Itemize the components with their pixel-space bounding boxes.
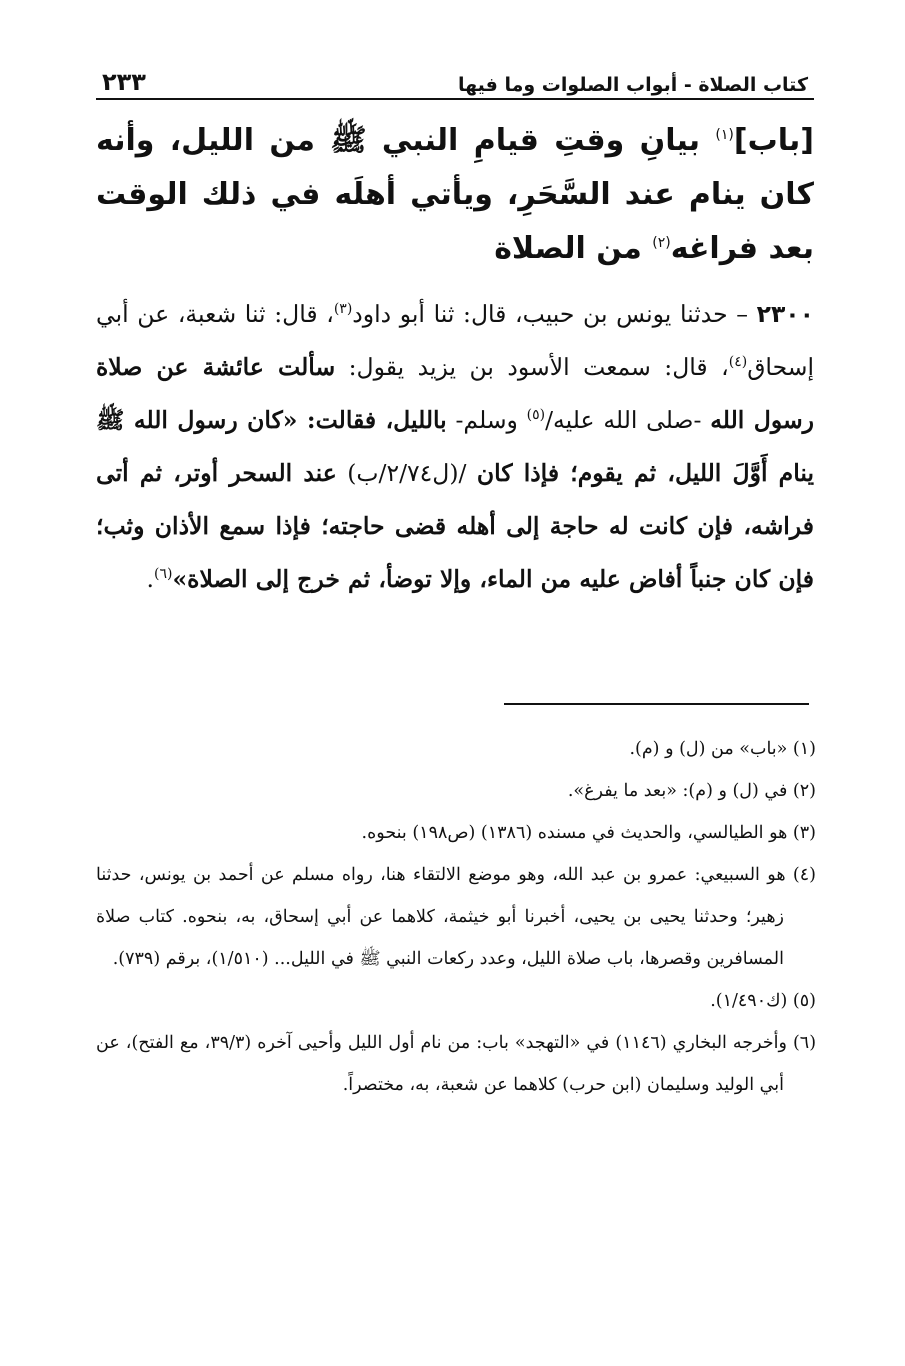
hadith-end: . [146, 565, 154, 593]
chapter-title-end: من الصلاة [494, 231, 653, 266]
footnote-2: (٢) في (ل) و (م): «بعد ما يفرغ». [567, 781, 816, 801]
matn-3: عند السحر أوتر، ثم أتى فراشه، فإن كانت له حاجة إلى أهله قضى حاجته؛ فإذا سمع الأذان وثب؛ فإن كان جنباً أفاض عليه من الماء، وإلا توضأ، ثم خرج إلى الصلاة» [96, 459, 814, 593]
salawat-end: وسلم- [446, 406, 527, 434]
footnote-1: (١) «باب» من (ل) و (م). [629, 739, 816, 759]
footnote-ref-3: (٣) [333, 301, 353, 318]
footnote-divider [504, 703, 809, 705]
footnotes [96, 728, 816, 1106]
isnad-1: – حدثنا يونس بن حبيب، قال: ثنا أبو داود [352, 300, 757, 328]
hadith-text [96, 288, 814, 606]
footnote-ref-2: (٢) [652, 235, 671, 251]
footnote-ref-1: (١) [715, 127, 734, 143]
matn-1: سألت عائشة عن صلاة رسول الله [96, 353, 815, 434]
footnote-ref-5: (٥) [526, 407, 546, 424]
chapter-title [96, 114, 814, 276]
matn-2: بالليل، فقالت: «كان رسول الله ﷺ ينام أَوَّلَ الليل، ثم يقوم؛ فإذا كان [96, 406, 814, 487]
running-head: كتاب الصلاة - أبواب الصلوات وما فيها [457, 74, 808, 96]
page-header [96, 60, 814, 100]
page-number: ٢٣٣ [102, 68, 146, 96]
hadith-number: ٢٣٠٠ [756, 300, 814, 328]
chapter-title-bab: [باب] [733, 123, 814, 158]
page-body [96, 60, 814, 606]
footnote-5: (٥) (ك١/٤٩٠). [710, 991, 816, 1011]
footnote-6: (٦) وأخرجه البخاري (١١٤٦) في «التهجد» باب: من نام أول الليل وأحيى آخره (٣٩/٣، مع الفتح)، عن أبي الوليد وسليمان (ابن حرب) كلاهما عن شعبة، به، مختصراً. [96, 1033, 817, 1095]
footnote-ref-4: (٤) [728, 354, 748, 371]
footnote-4: (٤) هو السبيعي: عمرو بن عبد الله، وهو موضع الالتقاء هنا، رواه مسلم عن أحمد بن يونس، حدثنا زهير؛ وحدثنا يحيى بن يحيى، أخبرنا أبو خيثمة، كلاهما عن أبي إسحاق، به، بنحوه. كتاب صلاة المسافرين وقصرها، باب صلاة الليل، وعدد ركعات النبي ﷺ في الليل... (١/٥١٠)، برقم (٧٣٩). [96, 865, 816, 969]
isnad-3: ، قال: سمعت الأسود بن يزيد يقول: [335, 353, 729, 381]
isnad-2: ، قال: ثنا شعبة، عن أبي إسحاق [96, 300, 814, 381]
footnote-3: (٣) هو الطيالسي، والحديث في مسنده (١٣٨٦) (ص١٩٨) بنحوه. [361, 823, 816, 843]
salawat: -صلى الله عليه/ [545, 406, 711, 434]
manuscript-marker: /(ل٢/٧٤/ب) [336, 459, 477, 487]
chapter-title-text: بيانِ وقتِ قيامِ النبي ﷺ من الليل، وأنه كان ينام عند السَّحَرِ، ويأتي أهلَه في ذلك الوقت بعد فراغه [96, 123, 814, 266]
footnote-ref-6: (٦) [153, 566, 173, 583]
